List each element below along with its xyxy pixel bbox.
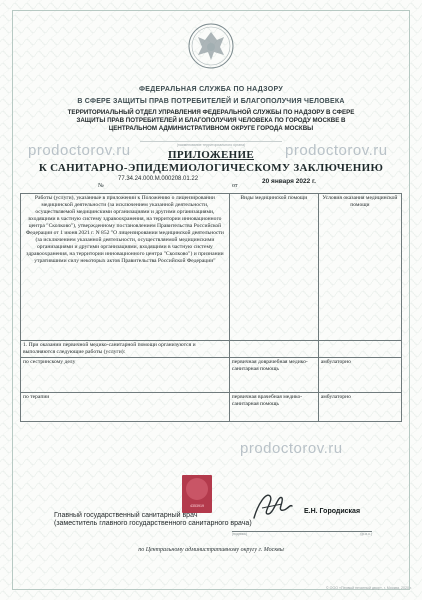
header-conditions-cell: Условия оказания медицинской помощи — [318, 194, 401, 341]
document-title-line1: ПРИЛОЖЕНИЕ — [168, 149, 254, 161]
table-header-row — [21, 194, 402, 341]
works-table — [20, 193, 402, 422]
signature-captions — [232, 532, 372, 536]
work-name-cell: по терапии — [21, 393, 230, 422]
signature-caption: (подпись) — [232, 532, 248, 536]
conditions-cell: амбулаторно — [318, 358, 401, 393]
care-type-cell: первичная врачебная медико-санитарная помощь — [229, 393, 318, 422]
issue-date: 20 января 2022 г. — [262, 178, 316, 185]
header-works-cell: Работы (услуги), указанные в приложении к Положению о лицензировании медицинской деятельности (за исключением указанной деятельности, осуществляемой медицинскими организациями и другими организациями, входящими в частную систему здравоохранения, на территории инновационного центра "Сколково"), утвержденному постановлением Правительства Российской Федерации от 1 июня 2021 г. N 852 "О лицензировании медицинской деятельности (за исключением указанной деятельности, осуществляемой медицинскими организациями и другими организациями, входящими в частную систему здравоохранения, на территории инновационного центра "Сколково") и признании утратившими силу некоторых актов Правительства Российской Федерации" — [21, 194, 230, 341]
watermark-right: prodoctorov.ru — [285, 142, 388, 159]
registration-number: 77.34.24.000.М.000208.01.22 — [118, 176, 199, 182]
handwritten-signature-icon — [248, 484, 296, 524]
watermark-lower: prodoctorov.ru — [240, 440, 343, 457]
printer-credit: © ООО «Первый печатный двор», г. Москва, 2020 г. — [326, 586, 412, 590]
agency-name-line1: ФЕДЕРАЛЬНАЯ СЛУЖБА ПО НАДЗОРУ — [139, 86, 283, 93]
table-row-empty — [229, 341, 318, 358]
signatory-name: Е.Н. Городиская — [304, 508, 361, 515]
section-primary-care-cell: 1. При оказании первичной медико-санитарной помощи организуются и выполняются следующие работы (услуги): — [21, 341, 230, 358]
hologram-emblem-icon — [186, 478, 208, 500]
table-row — [21, 393, 402, 422]
watermark-left: prodoctorov.ru — [28, 142, 131, 159]
number-label: № — [98, 183, 104, 189]
document-title-line2: К САНИТАРНО-ЭПИДЕМИОЛОГИЧЕСКОМУ ЗАКЛЮЧЕНИЮ — [38, 162, 384, 174]
double-headed-eagle-emblem-icon — [186, 20, 236, 72]
table-row-empty — [318, 341, 401, 358]
hologram-number: 4353919 — [190, 504, 204, 508]
agency-name-line2: В СФЕРЕ ЗАЩИТЫ ПРАВ ПОТРЕБИТЕЛЕЙ И БЛАГОПОЛУЧИЯ ЧЕЛОВЕКА — [77, 98, 345, 105]
hologram-stamp — [182, 475, 212, 513]
table-row — [21, 358, 402, 393]
department-name: ТЕРРИТОРИАЛЬНЫЙ ОТДЕЛ УПРАВЛЕНИЯ ФЕДЕРАЛЬНОЙ СЛУЖБЫ ПО НАДЗОРУ В СФЕРЕ ЗАЩИТЫ ПРАВ ПОТРЕБИТЕЛЕЙ И БЛАГОПОЛУЧИЯ ЧЕЛОВЕКА ПО ГОРОДУ МОСКВЕ В ЦЕНТРАЛЬНОМ АДМИНИСТРАТИВНОМ ОКРУГЕ ГОРОДА МОСКВЫ — [67, 109, 355, 132]
header-care-type-cell: Виды медицинской помощи — [229, 194, 318, 341]
signatory-title-line2: (заместитель главного государственного санитарного врача) — [54, 520, 252, 527]
from-label: от — [232, 183, 238, 189]
signatory-title-line1: Главный государственный санитарный врач — [54, 512, 198, 519]
care-type-cell: первичная доврачебная медико-санитарная помощь — [229, 358, 318, 393]
name-caption: (ф.и.о.) — [360, 532, 372, 536]
conditions-cell: амбулаторно — [318, 393, 401, 422]
table-section-row — [21, 341, 402, 358]
work-name-cell: по сестринскому делу — [21, 358, 230, 393]
district-line: по Центральному административному округу г. Москвы — [138, 547, 284, 553]
issuing-body-caption: (наименование территориального органа) — [140, 141, 282, 147]
